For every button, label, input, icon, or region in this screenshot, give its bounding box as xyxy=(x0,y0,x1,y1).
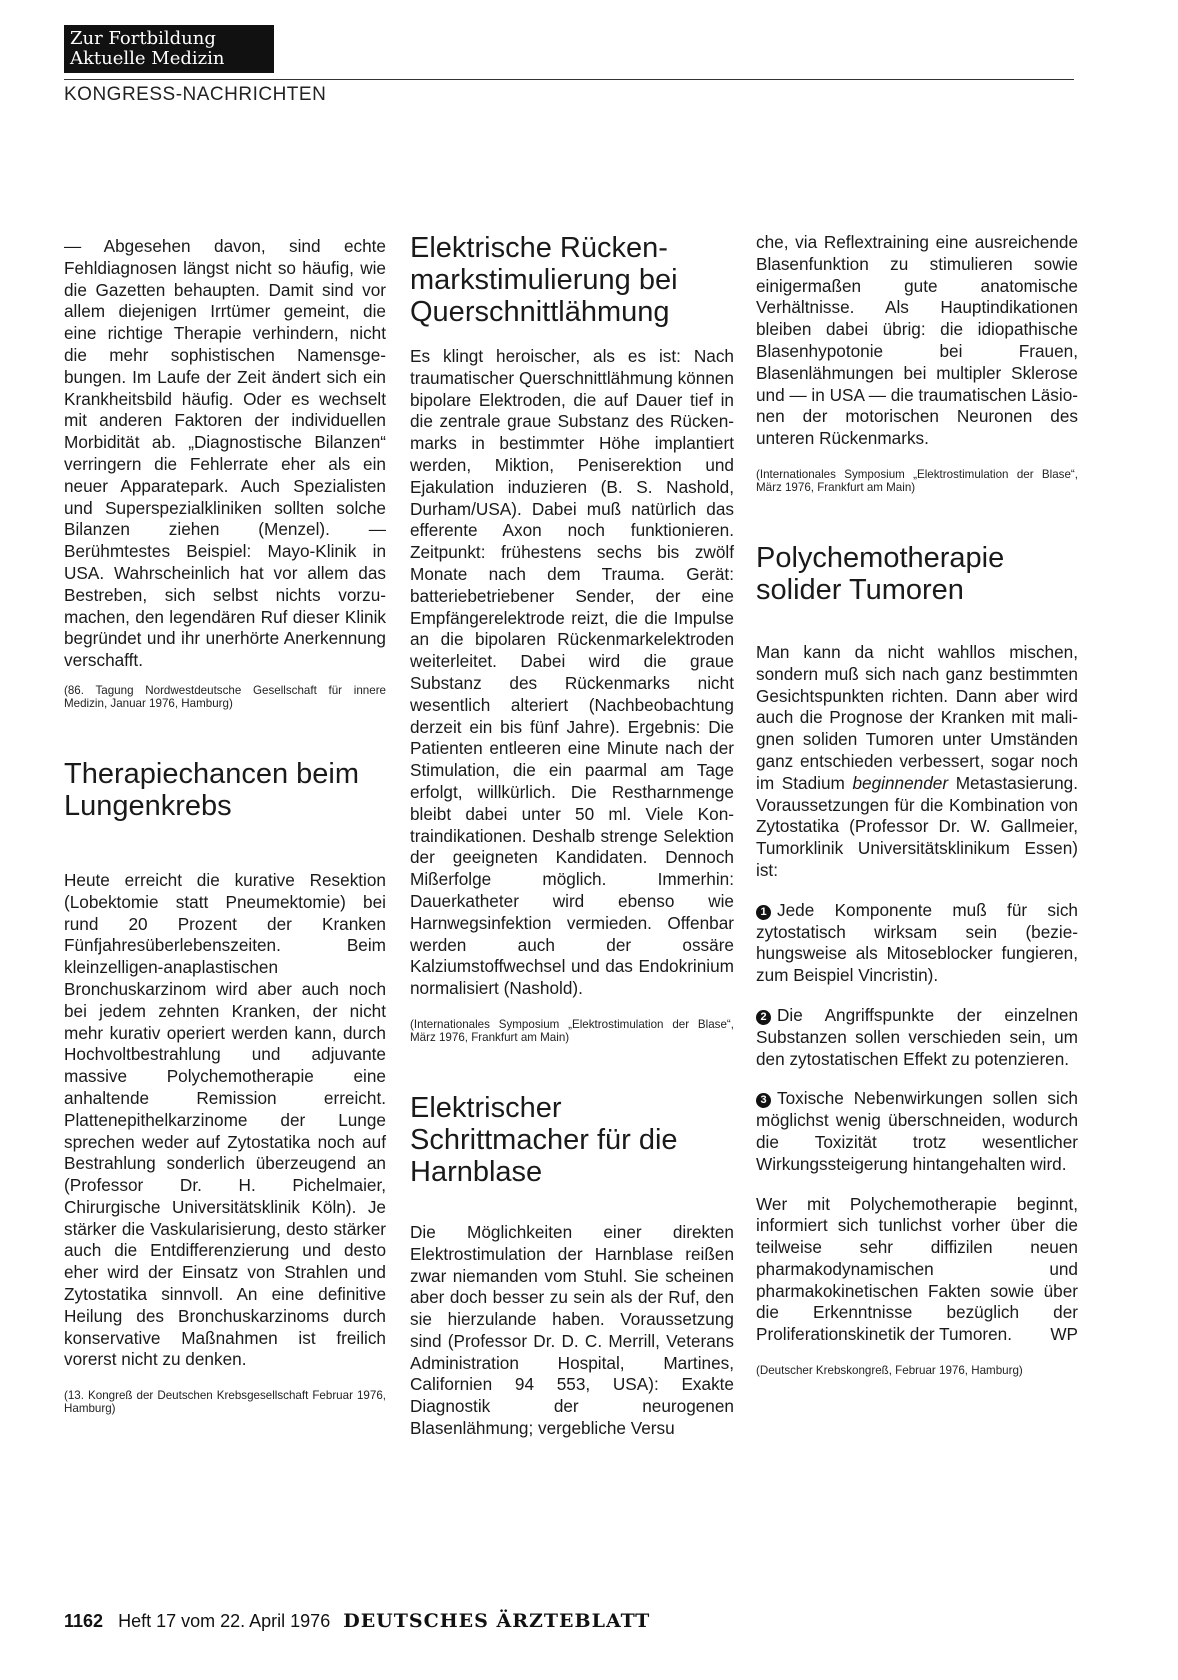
article-source-lung-cancer: (13. Kongreß der Deutschen Krebsgesellschaft Februar 1976, Hamburg) xyxy=(64,1389,386,1416)
article-title-spinal-stimulation: Elektrische Rückenmarkstimulierung bei Querschnittlähmung xyxy=(410,232,678,328)
article-body-spinal-stimulation: Es klingt heroischer, als es ist: Nach traumatischer Querschnittlähmung können bipolare Elektroden, die auf Dauer tief in die zentrale graue Substanz des Rückenmarks in bestimmter Höhe implantiert werden, Miktion, Peniserektion und Ejakulation induzieren (B. S. Nashold, Durham/USA). Dabei muß natürlich das efferente Axon noch funktionieren. Zeitpunkt: frühestens sechs bis zwölf Monate nach dem Trauma. Gerät: batteriebetriebener Sender, der eine Empfängerelektrode reizt, die die Impulse an die bipolaren Rückenmarkelektroden weiterleitet. Dabei wird die graue Substanz des Rückenmarks nicht wesentlich alteriert (Nachbeobachtung derzeit ein bis fünf Jahre). Ergebnis: Die Patienten entleeren eine Minute nach der Stimulation, die ein paarmal am Tage erfolgt, willkürlich. Die Restharnmenge bleibt dabei unter 50 ml. Viele Kontraindikationen. Deshalb strenge Selektion der geeigneten Kandidaten. Dennoch Mißerfolge möglich. Immerhin: Dauerkatheter wird ebenso wie Harnwegsinfektion vermieden. Offenbar werden auch der ossäre Kalziumstoffwechsel und das Endokrinium normalisiert (Nashold). xyxy=(410,346,734,999)
continuation-paragraph: che, via Reflextraining eine ausreichende Blasenfunktion zu stimulieren sowie einigermaßen gute anatomische Verhältnisse. Als Hauptindikationen bleiben dabei übrig: die idiopathische Blasenhypotonie bei Frauen, Blasenlähmungen bei multipler Sklerose und — in USA — die traumatischen Läsionen der motorischen Neuronen des unteren Rückenmarks. xyxy=(756,232,1078,449)
point-2-text: Die Angriffspunkte der einzelnen Substanzen sollen verschieden sein, um den zytostatischen Effekt zu potenzieren. xyxy=(756,1004,1078,1069)
closing-text: Wer mit Polychemotherapie beginnt, informiert sich tunlichst vorher über die teilweise sehr diffizilen neuen pharmakodynamischen und pharmakokinetischen Fakten sowie über die Erkenntnisse bezüglich der Proliferationskinetik der Tumoren. xyxy=(756,1193,1078,1345)
number-3-bullet-icon: 3 xyxy=(756,1093,771,1108)
journal-name: DEUTSCHES ÄRZTEBLATT xyxy=(343,1610,651,1632)
intro-paragraph: — Abgesehen davon, sind echte Fehldiagnosen längst nicht so häufig, wie die Gazetten behaupten. Damit sind vor allem diejenigen Irrtümer gemeint, die eine richtige Therapie verhindern, nicht die mehr sophistischen Namensgebungen. Im Laufe der Zeit ändert sich ein Krankheitsbild häufig. Oder es wechselt mit anderen Faktoren der individuellen Morbidität ab. „Diagnostische Bilanzen“ verringern die Fehlerrate eher als ein neuer Apparatepark. Auch Spezialisten und Superspezialkliniken sollten solche Bilanzen ziehen (Menzel). — Berühmtestes Beispiel: Mayo-Klinik in USA. Wahrscheinlich hat vor allem das Bestreben, sich selbst nichts vorzumachen, den legendären Ruf dieser Klinik begründet und ihr unerhörte Anerkennung verschafft. xyxy=(64,236,386,671)
continuation-source: (Internationales Symposium „Elektrostimulation der Blase“, März 1976, Frankfurt am Main) xyxy=(756,467,1078,494)
rubric-line-2: Aktuelle Medizin xyxy=(70,48,225,69)
article-body-lung-cancer: Heute erreicht die kurative Resektion (Lobektomie statt Pneumektomie) bei rund 20 Prozent der Kranken Fünfjahresüberlebenszeiten. Beim kleinzelligen-anaplastischen Bronchuskarzinom wird aber auch noch bei jedem zehnten Kranken, der nicht mehr kurativ operiert werden kann, durch Hochvoltbestrahlung und adjuvante massive Polychemotherapie eine anhaltende Remission erreicht. Plattenepithelkarzinome der Lunge sprechen weder auf Zytostatika noch auf Bestrahlung sonderlich überzeugend an (Professor Dr. H. Pichelmaier, Chirurgische Universitätsklinik Köln). Je stärker die Vaskularisierung, desto stärker auch die Entdifferenzierung und desto eher wird der Einsatz von Strahlen und Zytostatika sinnvoll. An eine definitive Heilung des Bronchuskarzinoms durch konservative Maßnahmen ist freilich vorerst nicht zu denken. xyxy=(64,869,386,1370)
number-1-bullet-icon: 1 xyxy=(756,905,771,920)
point-1-text: Jede Komponente muß für sich zytostatisch wirksam sein (beziehungsweise als Mitoseblocker fungieren, zum Beispiel Vincristin). xyxy=(756,899,1078,986)
section-heading: KONGRESS-NACHRICHTEN xyxy=(64,84,327,105)
intro-source: (86. Tagung Nordwestdeutsche Gesellschaft für innere Medizin, Januar 1976, Hamburg) xyxy=(64,683,386,710)
closing-paragraph xyxy=(756,1194,1078,1347)
issue-info: Heft 17 vom 22. April 1976 xyxy=(118,1611,331,1631)
point-3 xyxy=(756,1088,1078,1175)
article-title-bladder-pacemaker: Elektrischer Schrittmacher für die Harnblase xyxy=(410,1091,678,1188)
body-part-b: Metastasierung. Voraussetzungen für die Kombination von Zytostatika (Professor Dr. W. Gallmeier, Tumorklinik Universitätsklinikum Essen) ist: xyxy=(756,772,1078,880)
page-footer xyxy=(64,1610,650,1632)
page-number: 1162 xyxy=(64,1611,104,1631)
body-emphasis: beginnender xyxy=(852,772,949,793)
point-2 xyxy=(756,1005,1078,1070)
column-3 xyxy=(756,232,1078,1377)
point-3-text: Toxische Nebenwirkungen sollen sich möglichst wenig überschneiden, wodurch die Toxizität trotz wesentlicher Wirkungssteigerung hintangehalten wird. xyxy=(756,1088,1078,1174)
rubric-line-1: Zur Fortbildung xyxy=(70,28,216,49)
article-source-polychemotherapy: (Deutscher Krebskongreß, Februar 1976, Hamburg) xyxy=(756,1364,1023,1378)
point-1 xyxy=(756,900,1078,987)
number-2-bullet-icon: 2 xyxy=(756,1010,771,1025)
author-signature: WP xyxy=(1050,1324,1078,1345)
header-rule xyxy=(64,79,1074,80)
article-source-spinal-stimulation: (Internationales Symposium „Elektrostimulation der Blase“, März 1976, Frankfurt am Main) xyxy=(410,1017,734,1044)
article-body-bladder-pacemaker: Die Möglichkeiten einer direkten Elektrostimulation der Harnblase reißen zwar niemanden vom Stuhl. Sie scheinen aber doch besser zu sein als der Ruf, den sie hierzulande haben. Voraussetzung sind (Professor Dr. D. C. Merrill, Veterans Administration Hospital, Martines, Californien 94 553, USA): Exakte Diagnostik der neurogenen Blasenlähmung; vergebliche Versu xyxy=(410,1221,734,1439)
rubric-label xyxy=(64,25,274,73)
article-title-lung-cancer: Therapiechancen beim Lungenkrebs xyxy=(64,757,360,822)
article-body-polychemotherapy xyxy=(756,642,1078,882)
column-1 xyxy=(64,236,386,1415)
column-2 xyxy=(410,232,734,1440)
article-title-polychemotherapy: Polychemotherapie solider Tumoren xyxy=(756,541,1005,606)
body-part-a: Man kann da nicht wahllos mischen, sondern muß sich nach ganz bestimmten Gesichtspunkten richten. Dann aber wird auch die Prognose der Kranken mit malignen soliden Tumoren unter Umständen ganz entschieden verbessert, sogar noch im Stadium xyxy=(756,641,1078,793)
